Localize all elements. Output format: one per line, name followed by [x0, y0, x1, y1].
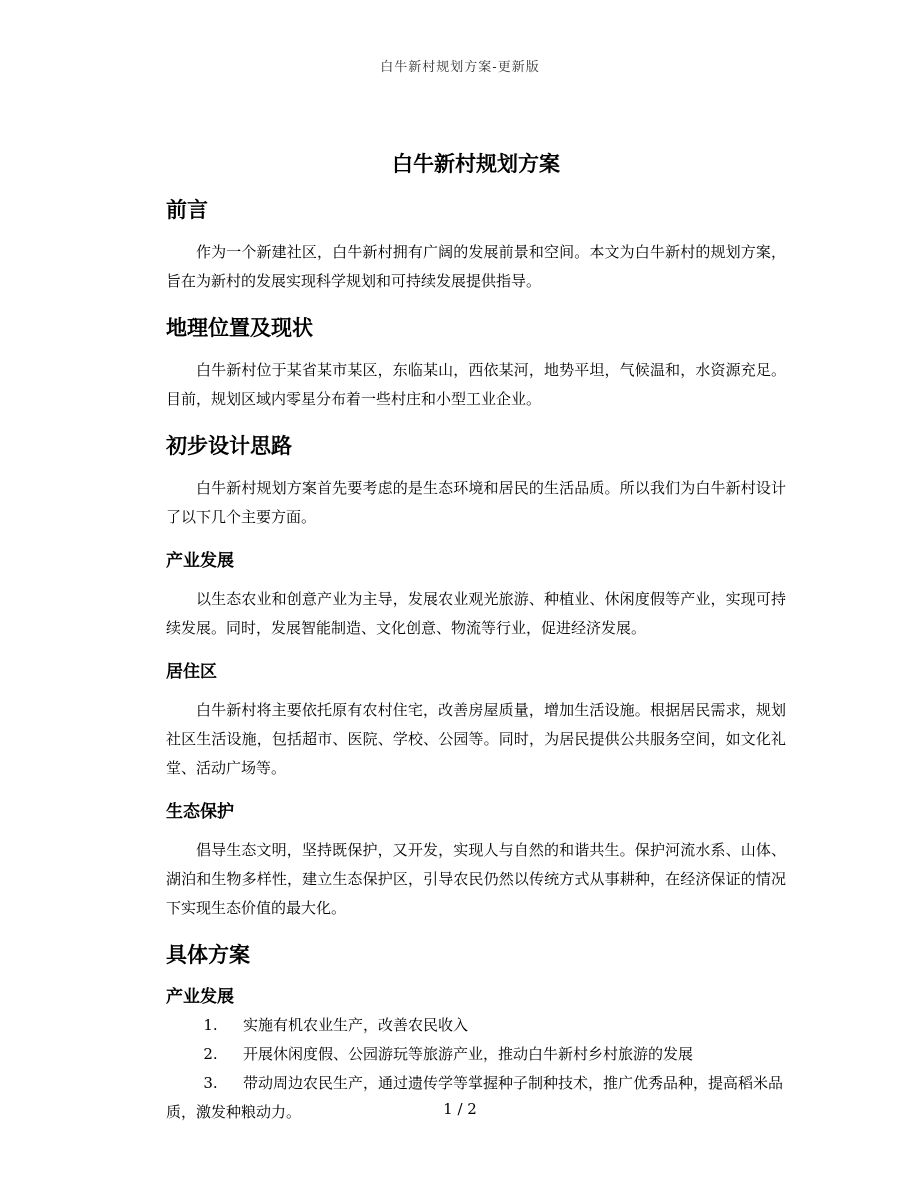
- subheading-plan-industry: 产业发展: [166, 987, 234, 1007]
- list-item: [166, 1040, 786, 1069]
- list-item: [166, 1069, 786, 1127]
- list-number: 2.: [203, 1045, 218, 1063]
- document-title: 白牛新村规划方案: [392, 151, 560, 176]
- paragraph-design: 白牛新村规划方案首先要考虑的是生态环境和居民的生活品质。所以我们为白牛新村设计了以下几个主要方面。: [166, 479, 786, 526]
- paragraph-ecology: 倡导生态文明，坚持既保护，又开发，实现人与自然的和谐共生。保护河流水系、山体、湖泊和生物多样性，建立生态保护区，引导农民仍然以传统方式从事耕种，在经济保证的情况下实现生态价值的最大化。: [166, 841, 786, 917]
- subheading-ecology: 生态保护: [166, 802, 234, 822]
- paragraph-residential: 白牛新村将主要依托原有农村住宅，改善房屋质量，增加生活设施。根据居民需求，规划社区生活设施，包括超市、医院、学校、公园等。同时，为居民提供公共服务空间，如文化礼堂、活动广场等。: [166, 701, 786, 777]
- heading-preface: 前言: [166, 197, 208, 222]
- document-body: [166, 140, 786, 1127]
- heading-location: 地理位置及现状: [166, 315, 313, 340]
- list-text: 实施有机农业生产，改善农民收入: [243, 1016, 469, 1034]
- paragraph-preface: 作为一个新建社区，白牛新村拥有广阔的发展前景和空间。本文为白牛新村的规划方案，旨在为新村的发展实现科学规划和可持续发展提供指导。: [166, 243, 786, 290]
- list-item: [166, 1011, 786, 1040]
- list-text: 带动周边农民生产，通过遗传学等掌握种子制种技术，推广优秀品种，提高稻米品质，激发种粮动力。: [166, 1074, 784, 1121]
- subheading-residential: 居住区: [166, 662, 217, 682]
- heading-plan: 具体方案: [166, 942, 250, 967]
- running-header: 白牛新村规划方案-更新版: [380, 60, 540, 75]
- subheading-industry: 产业发展: [166, 551, 234, 571]
- list-number: 3.: [203, 1074, 218, 1092]
- paragraph-location: 白牛新村位于某省某市某区，东临某山，西依某河，地势平坦，气候温和，水资源充足。目前，规划区域内零星分布着一些村庄和小型工业企业。: [166, 361, 786, 408]
- paragraph-industry: 以生态农业和创意产业为主导，发展农业观光旅游、种植业、休闲度假等产业，实现可持续发展。同时，发展智能制造、文化创意、物流等行业，促进经济发展。: [166, 590, 786, 637]
- list-text: 开展休闲度假、公园游玩等旅游产业，推动白牛新村乡村旅游的发展: [243, 1045, 694, 1063]
- heading-design: 初步设计思路: [166, 433, 292, 458]
- list-number: 1.: [203, 1016, 218, 1034]
- page-number: 1 / 2: [443, 1100, 477, 1118]
